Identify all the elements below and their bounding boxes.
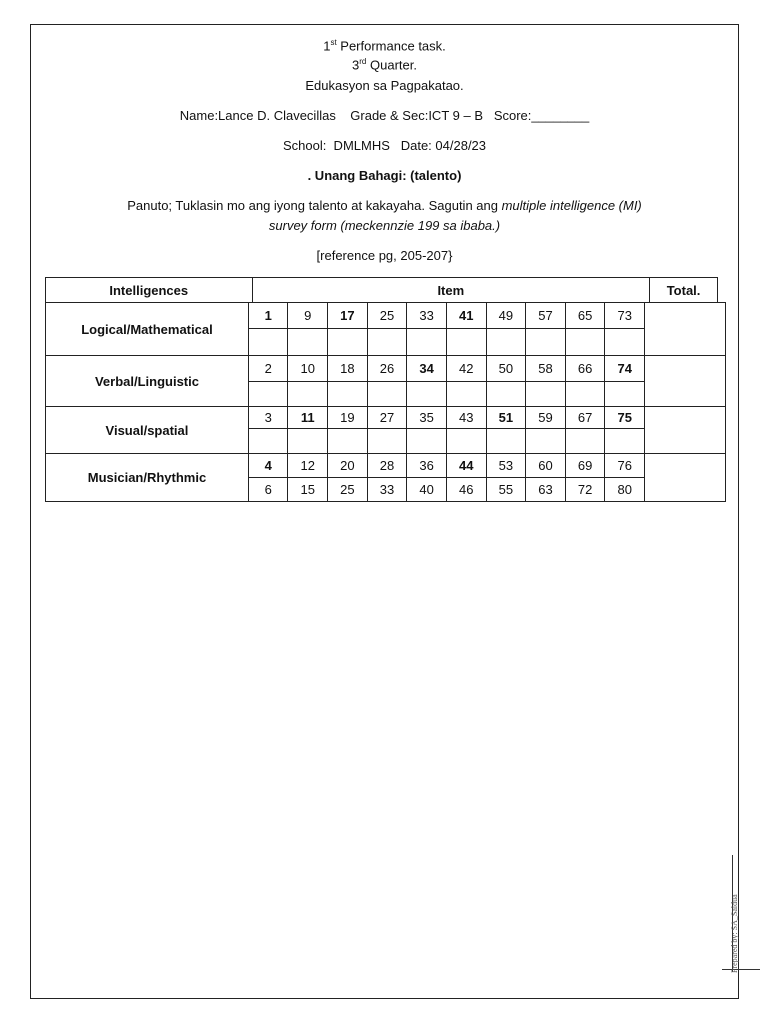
- col-item: Item: [252, 278, 650, 303]
- item-number-cell: 40: [407, 478, 447, 502]
- answer-cell[interactable]: [565, 329, 605, 356]
- item-number-cell: 76: [605, 454, 645, 478]
- mi-survey-table: [45, 302, 726, 502]
- item-number-cell: 35: [407, 407, 447, 429]
- intelligence-label: Logical/Mathematical: [46, 303, 249, 356]
- item-number-cell: 57: [526, 303, 566, 329]
- item-number-cell: 12: [288, 454, 328, 478]
- table-row: [46, 454, 726, 478]
- total-cell[interactable]: [645, 407, 726, 454]
- instructions-line-2: survey form (meckennzie 199 sa ibaba.): [268, 218, 501, 233]
- title-line-1: 1st Performance task.: [323, 38, 446, 54]
- table-row: [46, 407, 726, 429]
- item-number-cell: 26: [367, 356, 407, 382]
- answer-cell[interactable]: [288, 382, 328, 407]
- section-title: . Unang Bahagi: (talento): [307, 168, 462, 183]
- item-number-cell: 28: [367, 454, 407, 478]
- item-number-cell: 2: [248, 356, 288, 382]
- item-number-cell: 73: [605, 303, 645, 329]
- item-number-cell: 11: [288, 407, 328, 429]
- intelligence-label: Visual/spatial: [46, 407, 249, 454]
- item-number-cell: 72: [565, 478, 605, 502]
- item-number-cell: 6: [248, 478, 288, 502]
- intelligence-label: Musician/Rhythmic: [46, 454, 249, 502]
- answer-cell[interactable]: [526, 429, 566, 454]
- item-number-cell: 15: [288, 478, 328, 502]
- school-date: School: DMLMHS Date: 04/28/23: [282, 138, 487, 153]
- item-number-cell: 42: [446, 356, 486, 382]
- item-number-cell: 65: [565, 303, 605, 329]
- item-number-cell: 74: [605, 356, 645, 382]
- item-number-cell: 46: [446, 478, 486, 502]
- item-number-cell: 66: [565, 356, 605, 382]
- item-number-cell: 25: [367, 303, 407, 329]
- item-number-cell: 27: [367, 407, 407, 429]
- answer-cell[interactable]: [367, 382, 407, 407]
- item-number-cell: 59: [526, 407, 566, 429]
- answer-cell[interactable]: [565, 429, 605, 454]
- item-number-cell: 53: [486, 454, 526, 478]
- answer-cell[interactable]: [446, 429, 486, 454]
- item-number-cell: 19: [328, 407, 368, 429]
- answer-cell[interactable]: [288, 329, 328, 356]
- col-total: Total.: [650, 278, 718, 303]
- answer-cell[interactable]: [565, 382, 605, 407]
- item-number-cell: 10: [288, 356, 328, 382]
- item-number-cell: 41: [446, 303, 486, 329]
- item-number-cell: 9: [288, 303, 328, 329]
- item-number-cell: 60: [526, 454, 566, 478]
- instructions-line-1: Panuto; Tuklasin mo ang iyong talento at kakayaha. Sagutin ang multiple intelligence (MI): [127, 198, 642, 213]
- answer-cell[interactable]: [605, 382, 645, 407]
- answer-cell[interactable]: [328, 429, 368, 454]
- item-number-cell: 18: [328, 356, 368, 382]
- item-number-cell: 44: [446, 454, 486, 478]
- item-number-cell: 49: [486, 303, 526, 329]
- item-number-cell: 36: [407, 454, 447, 478]
- answer-cell[interactable]: [407, 382, 447, 407]
- item-number-cell: 1: [248, 303, 288, 329]
- answer-cell[interactable]: [328, 382, 368, 407]
- item-number-cell: 51: [486, 407, 526, 429]
- answer-cell[interactable]: [526, 382, 566, 407]
- answer-cell[interactable]: [288, 429, 328, 454]
- item-number-cell: 4: [248, 454, 288, 478]
- prepared-by-signature: [728, 855, 740, 975]
- answer-cell[interactable]: [367, 329, 407, 356]
- item-number-cell: 43: [446, 407, 486, 429]
- table-row: [46, 303, 726, 329]
- table-row: [46, 356, 726, 382]
- answer-cell[interactable]: [605, 329, 645, 356]
- item-number-cell: 17: [328, 303, 368, 329]
- item-number-cell: 80: [605, 478, 645, 502]
- answer-cell[interactable]: [248, 329, 288, 356]
- item-number-cell: 34: [407, 356, 447, 382]
- answer-cell[interactable]: [526, 329, 566, 356]
- answer-cell[interactable]: [486, 429, 526, 454]
- item-number-cell: 50: [486, 356, 526, 382]
- total-cell[interactable]: [645, 303, 726, 356]
- item-number-cell: 55: [486, 478, 526, 502]
- item-number-cell: 69: [565, 454, 605, 478]
- answer-cell[interactable]: [407, 429, 447, 454]
- svg-text:Prepared by: SA_Saldua: Prepared by: SA_Saldua: [730, 894, 739, 973]
- item-number-cell: 67: [565, 407, 605, 429]
- student-info: Name:Lance D. Clavecillas Grade & Sec:ICT 9 – B Score:________: [179, 108, 590, 123]
- item-number-cell: 25: [328, 478, 368, 502]
- subject-title: Edukasyon sa Pagpakatao.: [305, 78, 464, 93]
- answer-cell[interactable]: [407, 329, 447, 356]
- item-number-cell: 3: [248, 407, 288, 429]
- item-number-cell: 58: [526, 356, 566, 382]
- total-cell[interactable]: [645, 454, 726, 502]
- title-line-2: 3rd Quarter.: [352, 57, 417, 73]
- answer-cell[interactable]: [248, 382, 288, 407]
- answer-cell[interactable]: [248, 429, 288, 454]
- answer-cell[interactable]: [367, 429, 407, 454]
- answer-cell[interactable]: [446, 382, 486, 407]
- answer-cell[interactable]: [328, 329, 368, 356]
- answer-cell[interactable]: [605, 429, 645, 454]
- item-number-cell: 63: [526, 478, 566, 502]
- answer-cell[interactable]: [486, 382, 526, 407]
- table-header: [45, 277, 718, 303]
- answer-cell[interactable]: [486, 329, 526, 356]
- item-number-cell: 20: [328, 454, 368, 478]
- reference: [reference pg, 205-207}: [316, 248, 453, 263]
- total-cell[interactable]: [645, 356, 726, 407]
- item-number-cell: 75: [605, 407, 645, 429]
- item-number-cell: 33: [367, 478, 407, 502]
- answer-cell[interactable]: [446, 329, 486, 356]
- col-intelligences: Intelligences: [46, 278, 253, 303]
- item-number-cell: 33: [407, 303, 447, 329]
- intelligence-label: Verbal/Linguistic: [46, 356, 249, 407]
